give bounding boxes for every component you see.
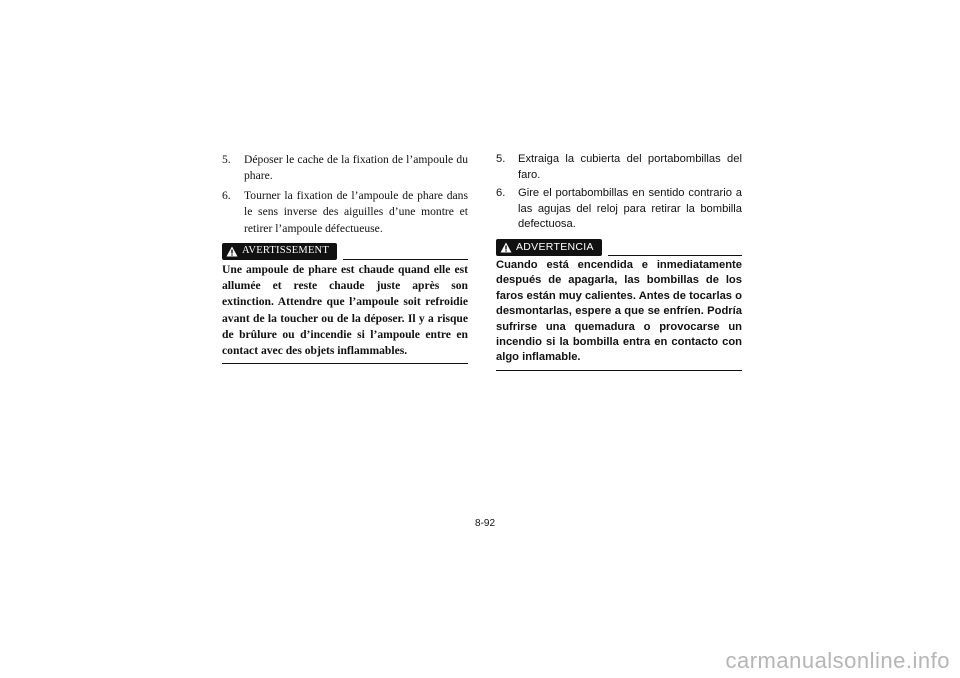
warning-text-fr: Une ampoule de phare est chaude quand elle est allumée et reste chaude juste après son extinction. Attendre que l’ampoule soit refroidie avant de la toucher ou de la déposer. Il y a risque de brûlure ou d’incendie si l’ampoule entre en contact avec des objets inflammables. bbox=[222, 263, 468, 358]
warning-rule bbox=[343, 259, 468, 260]
step-number: 5. bbox=[496, 153, 506, 165]
warning-end-rule bbox=[496, 370, 742, 371]
step-5-es bbox=[496, 152, 742, 183]
step-6-es bbox=[496, 186, 742, 233]
warning-triangle-icon bbox=[500, 242, 512, 253]
warning-rule bbox=[608, 255, 742, 256]
step-text: Tourner la fixation de l’ampoule de phare dans le sens inverse des aiguilles d’une montre et retirer l’ampoule défectueuse. bbox=[244, 188, 468, 235]
watermark: carmanualsonline.info bbox=[725, 648, 950, 673]
warning-badge bbox=[222, 243, 337, 260]
step-text: Gire el portabombillas en sentido contrario a las agujas del reloj para retirar la bombilla defectuosa. bbox=[518, 187, 742, 231]
step-5-fr bbox=[222, 152, 468, 185]
warning-label: AVERTISSEMENT bbox=[242, 245, 329, 257]
warning-badge bbox=[496, 239, 602, 256]
warning-end-rule bbox=[222, 363, 468, 364]
warning-header-fr bbox=[222, 243, 468, 260]
warning-label: ADVERTENCIA bbox=[516, 240, 594, 253]
step-number: 5. bbox=[222, 153, 231, 166]
step-text: Extraiga la cubierta del portabombillas del faro. bbox=[518, 153, 742, 181]
warning-text-es: Cuando está encendida e inmediatamente después de apagarla, las bombillas de los faros están muy calientes. Antes de tocarlas o desmontarlas, espere a que se enfríen. Podría sufrirse una quemadura o provocarse un incendio si la bombilla entra en contacto con algo inflamable. bbox=[496, 258, 742, 364]
spanish-column bbox=[496, 152, 742, 371]
warning-header-es bbox=[496, 239, 742, 256]
step-text: Déposer le cache de la fixation de l’ampoule du phare. bbox=[244, 153, 468, 183]
warning-triangle-icon bbox=[226, 246, 238, 257]
french-column bbox=[222, 152, 468, 364]
page-number: 8-92 bbox=[474, 518, 495, 529]
step-number: 6. bbox=[496, 187, 506, 200]
step-number: 6. bbox=[222, 188, 231, 202]
step-6-fr bbox=[222, 188, 468, 237]
